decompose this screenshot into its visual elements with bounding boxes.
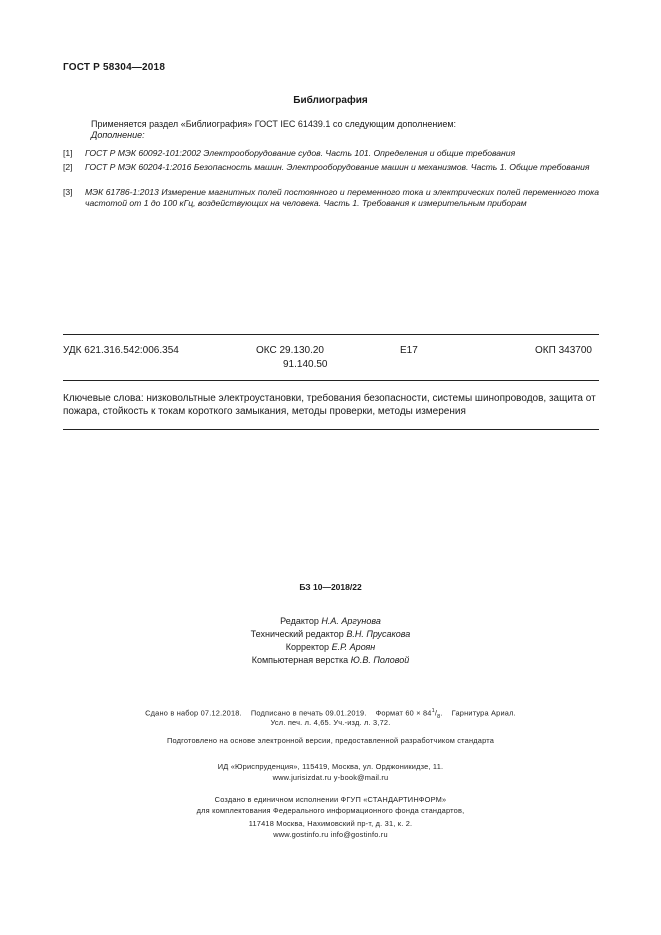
editor-label: Редактор xyxy=(280,616,319,626)
document-code: ГОСТ Р 58304—2018 xyxy=(63,62,166,73)
okp-code: ОКП 343700 xyxy=(535,345,592,356)
bibliography-ref-3 xyxy=(63,187,599,220)
ref-text: ГОСТ Р МЭК 60204-1:2016 Безопасность машин. Электрооборудование машин и механизмов. Часть 1. Общие требования xyxy=(85,162,590,172)
signed-date: Подписано в печать 09.01.2019. xyxy=(250,708,367,718)
typeface: Гарнитура Ариал. xyxy=(451,708,516,718)
format-denominator: 8 xyxy=(437,713,441,720)
bibliography-title: Библиография xyxy=(293,95,368,106)
tech-editor-label: Технический редактор xyxy=(250,629,344,639)
ref-text: МЭК 61786-1:2013 Измерение магнитных полей постоянного и переменного тока и электрических полей переменного тока частотой от 1 до 100 кГц, воздействующих на человека. Часть 1. Требования к измерительным приборам xyxy=(85,187,599,208)
divider-middle xyxy=(63,380,599,381)
tech-editor-name: В.Н. Прусакова xyxy=(346,629,411,639)
corrector-line xyxy=(0,641,661,654)
bibliography-intro xyxy=(91,119,456,141)
ref-number: [1] xyxy=(63,148,73,158)
format: Формат 60 × 84 xyxy=(375,708,432,718)
publisher-line-2: www.jurisizdat.ru y-book@mail.ru xyxy=(272,773,389,782)
keywords: Ключевые слова: низковольтные электроустановки, требования безопасности, системы шинопроводов, защита от пожара, стойкость к токам короткого замыкания, методы проверки, методы измерения xyxy=(63,393,596,417)
publisher-line-1: ИД «Юриспруденция», 115419, Москва, ул. Орджоникидзе, 11. xyxy=(217,762,444,771)
ref-number: [3] xyxy=(63,187,73,197)
oks-code-2: 91.140.50 xyxy=(283,359,328,370)
corrector-name: Е.Р. Ароян xyxy=(331,642,376,652)
editor-name: Н.А. Аргунова xyxy=(321,616,381,626)
format-numerator: 1 xyxy=(431,708,435,714)
tech-editor-line xyxy=(0,628,661,641)
oks-code-1: ОКС 29.130.20 xyxy=(256,345,324,356)
layout-line xyxy=(0,654,661,667)
typeset-date: Сдано в набор 07.12.2018. xyxy=(145,708,242,718)
udk-code: УДК 621.316.542:006.354 xyxy=(63,345,179,356)
ref-text: ГОСТ Р МЭК 60092-101:2002 Электрооборудование судов. Часть 101. Определения и общие требования xyxy=(85,148,516,158)
created-line-2: для комплектования Федерального информационного фонда стандартов, xyxy=(196,806,465,815)
print-details-line-1: Сдано в набор 07.12.2018. Подписано в печать 09.01.2019. Формат $60 \times 84^1/_8$. Гарнитура Ариал. xyxy=(145,708,516,720)
intro-addition-label: Дополнение: xyxy=(91,130,145,140)
e-code: Е17 xyxy=(400,345,418,356)
created-line-3: 117418 Москва, Нахимовский пр-т, д. 31, к. 2. xyxy=(248,819,413,828)
ref-number: [2] xyxy=(63,162,73,172)
intro-line: Применяется раздел «Библиография» ГОСТ IEC 61439.1 со следующим дополнением: xyxy=(91,119,457,129)
divider-top xyxy=(63,334,599,335)
print-details-line-2: Усл. печ. л. 4,65. Уч.-изд. л. 3,72. xyxy=(270,718,391,727)
bibliography-ref-1 xyxy=(63,148,599,159)
bz-number: БЗ 10—2018/22 xyxy=(299,582,362,592)
prepared-note: Подготовлено на основе электронной версии, предоставленной разработчиком стандарта xyxy=(166,736,495,745)
layout-label: Компьютерная верстка xyxy=(251,655,349,665)
corrector-label: Корректор xyxy=(285,642,330,652)
bibliography-ref-2 xyxy=(63,162,599,184)
editor-line xyxy=(0,615,661,628)
layout-name: Ю.В. Половой xyxy=(350,655,410,665)
created-line-4: www.gostinfo.ru info@gostinfo.ru xyxy=(273,830,388,839)
divider-bottom xyxy=(63,429,599,430)
created-line-1: Создано в единичном исполнении ФГУП «СТАНДАРТИНФОРМ» xyxy=(214,795,447,804)
